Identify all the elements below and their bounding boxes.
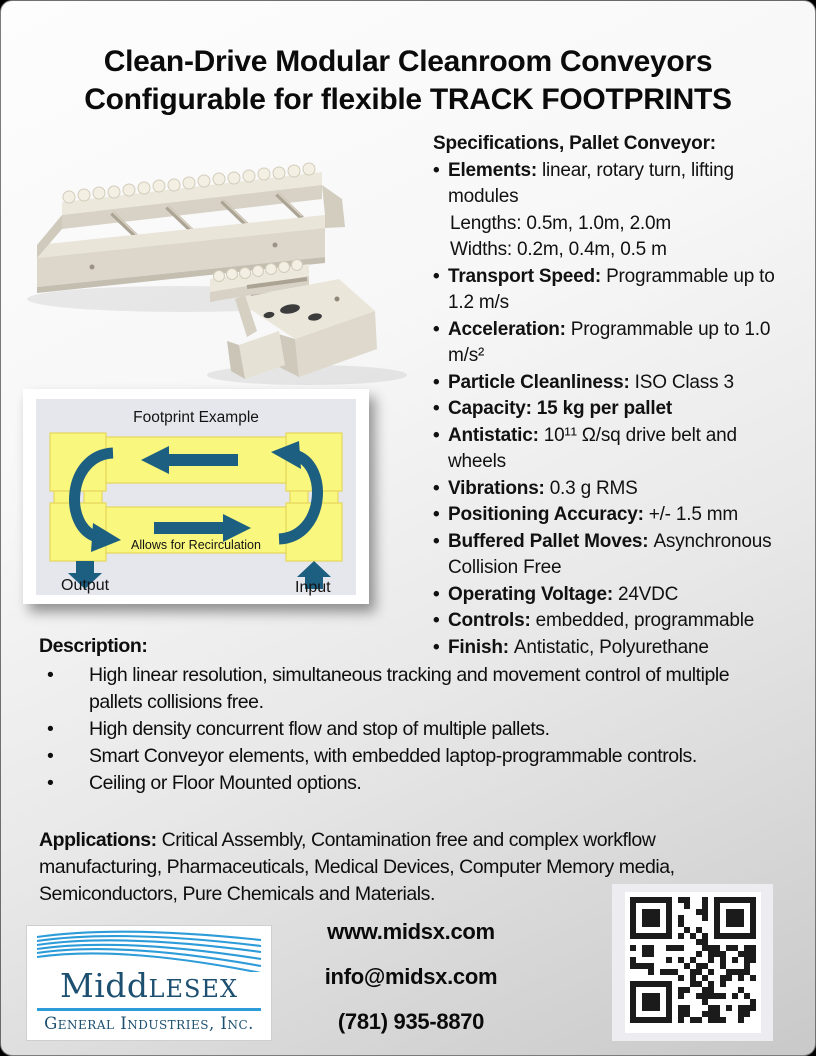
product-photo-conveyor-modules — [7, 127, 409, 389]
specs-heading: Specifications, Pallet Conveyor: — [433, 133, 716, 154]
description-section — [39, 633, 777, 797]
spec-item-capacity: • Capacity: 15 kg per pallet — [433, 396, 799, 423]
email-link[interactable]: info@midsx.com — [324, 964, 498, 989]
conveyor-modules-illustration — [7, 127, 409, 389]
logo-wordmark: MiddLESEX — [59, 966, 239, 1005]
phone-link[interactable]: (781) 935-8870 — [337, 1009, 485, 1034]
applications-label: Applications: — [39, 828, 157, 851]
spec-item-finish: • Finish: Antistatic, Polyurethane — [433, 635, 799, 662]
output-label: Output — [61, 577, 110, 594]
spec-item-transport-speed: • Transport Speed: Programmable up to 1.2 m/s — [433, 264, 799, 317]
logo-subtitle: General Industries, Inc. — [44, 1014, 254, 1033]
description-heading: Description: — [39, 635, 148, 657]
description-bullet: • Ceiling or Floor Mounted options. — [39, 770, 777, 797]
input-label: Input — [295, 579, 331, 596]
footprint-example-diagram — [23, 389, 369, 604]
spec-item-particle-cleanliness: • Particle Cleanliness: ISO Class 3 — [433, 370, 799, 397]
applications-text: Critical Assembly, Contamination free and complex workflow manufacturing, Pharmaceuticals, Medical Devices, Computer Memory media, Semiconductors, Pure Chemicals and Materials. — [39, 828, 675, 905]
recirculation-caption: Allows for Recirculation — [131, 538, 261, 552]
specifications-section — [433, 131, 799, 661]
spec-item-acceleration: • Acceleration: Programmable up to 1.0 m/s² — [433, 317, 799, 370]
spec-item-operating-voltage: • Operating Voltage: 24VDC — [433, 582, 799, 609]
description-bullet: • High density concurrent flow and stop of multiple pallets. — [39, 716, 777, 743]
diagram-title: Footprint Example — [133, 409, 259, 426]
specs-list — [433, 158, 799, 662]
description-list — [39, 662, 777, 797]
spec-item-antistatic: • Antistatic: 10¹¹ Ω/sq drive belt and wheels — [433, 423, 799, 476]
spec-item-elements: • Elements: linear, rotary turn, lifting modules Lengths: 0.5m, 1.0m, 2.0m Widths: 0.2m, 0.4m, 0.5 m — [433, 158, 799, 264]
logo-wordmark-smallcaps: LESEX — [148, 975, 239, 1003]
qr-code-frame — [612, 884, 773, 1041]
page-title-line2: Configurable for flexible TRACK FOOTPRINTS — [84, 83, 732, 116]
contact-block — [271, 919, 551, 1054]
spec-item-positioning-accuracy: • Positioning Accuracy: +/- 1.5 mm — [433, 502, 799, 529]
page-title — [1, 43, 815, 119]
lifting-module — [210, 260, 377, 380]
middlesex-logo — [26, 925, 272, 1041]
description-bullet: • High linear resolution, simultaneous tracking and movement control of multiple pallets collisions free. — [39, 662, 777, 716]
website-link[interactable]: www.midsx.com — [327, 919, 495, 944]
logo-divider — [37, 1008, 261, 1011]
page-title-line1: Clean-Drive Modular Cleanroom Conveyors — [103, 45, 713, 78]
spec-item-buffered-pallet-moves: • Buffered Pallet Moves: Asynchronous Collision Free — [433, 529, 799, 582]
spec-item-controls: • Controls: embedded, programmable — [433, 608, 799, 635]
description-bullet: • Smart Conveyor elements, with embedded laptop-programmable controls. — [39, 743, 777, 770]
spec-item-vibrations: • Vibrations: 0.3 g RMS — [433, 476, 799, 503]
qr-code — [625, 892, 761, 1033]
